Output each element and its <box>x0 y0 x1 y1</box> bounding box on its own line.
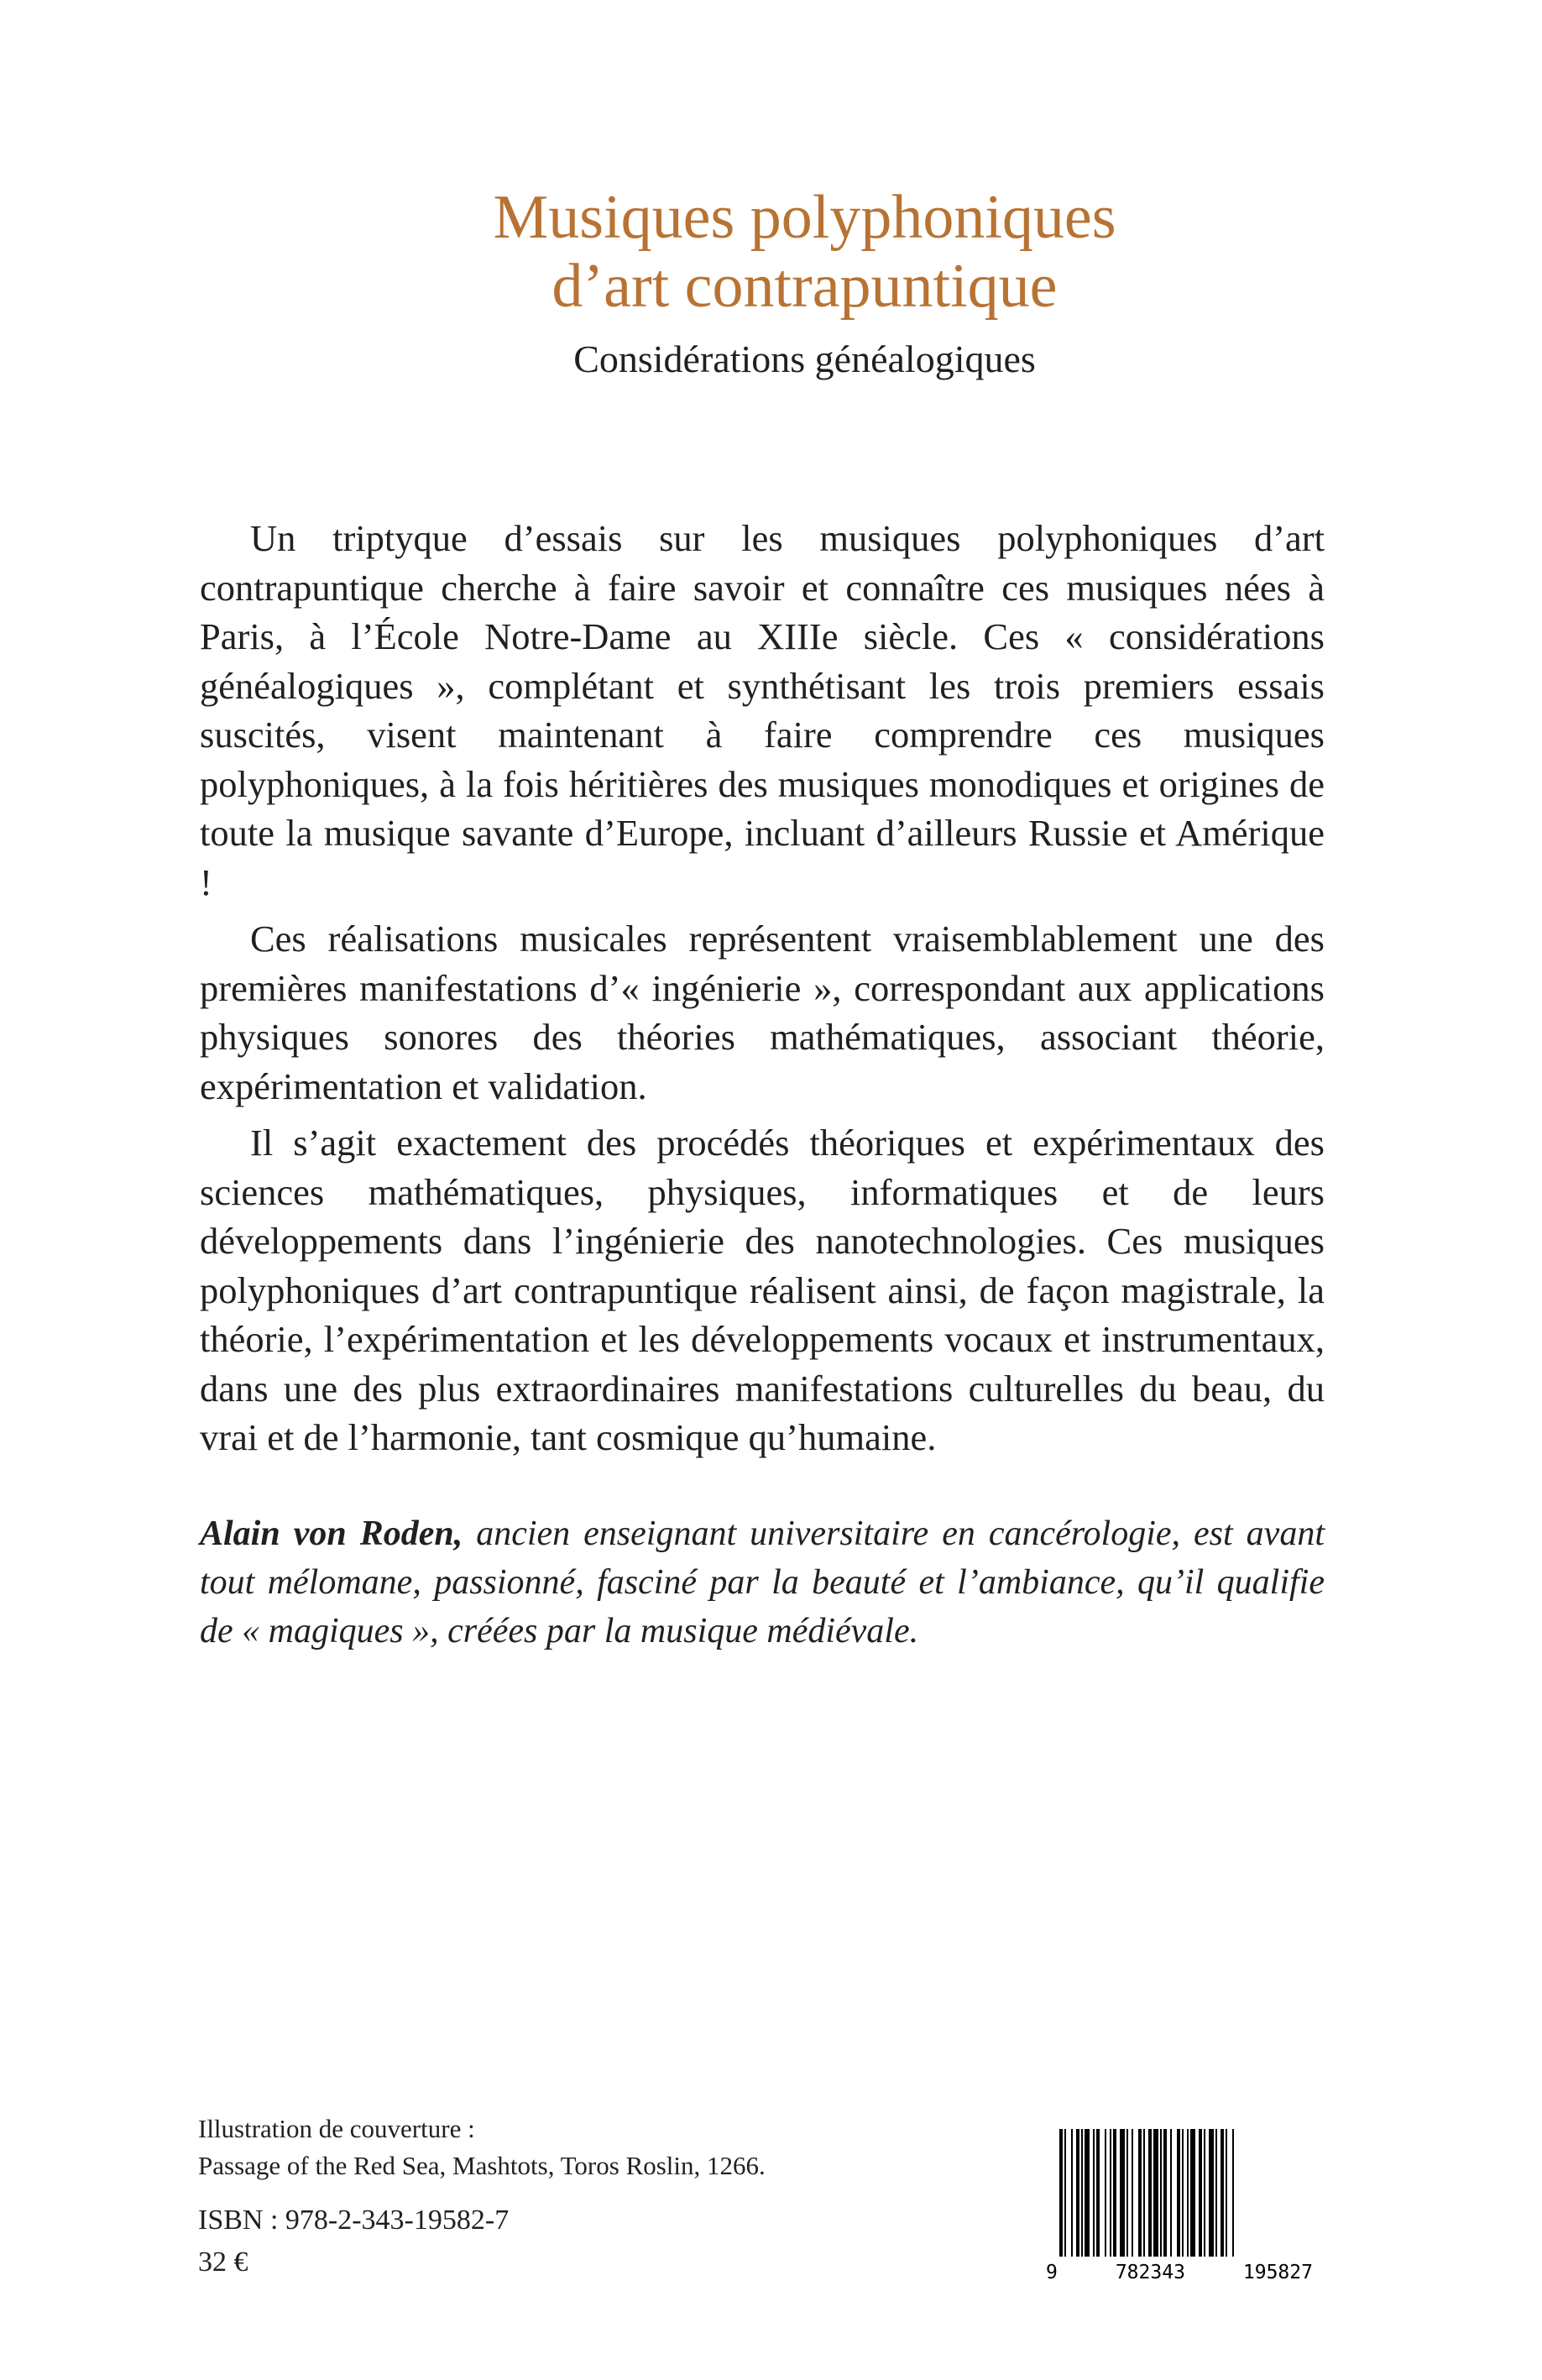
barcode-bar <box>1163 2129 1167 2257</box>
isbn: ISBN : 978-2-343-19582-7 <box>198 2205 510 2236</box>
barcode-bar <box>1215 2129 1217 2257</box>
blurb-paragraph: Il s’agit exactement des procédés théoriques et expérimentaux des sciences mathématiques, physiques, informatiques et de leurs développements dans l’ingénierie des nanotechnologies. Ces musiques polyphoniques d’art contrapuntique réalisent ainsi, de façon magistrale, la théorie, l’expérimentation et les développements vocaux et instrumentaux, dans une des plus extraordinaires manifestations culturelles du beau, du vrai et de l’harmonie, tant cosmique qu’humaine. <box>200 1122 1325 1458</box>
price: 32 € <box>198 2247 248 2278</box>
credits-text: Passage of the Red Sea, Mashtots, Toros Roslin, 1266. <box>198 2151 766 2180</box>
barcode-bar <box>1153 2129 1158 2257</box>
isbn-block <box>198 2200 509 2283</box>
barcode-bar <box>1221 2129 1224 2257</box>
barcode-bar <box>1113 2129 1116 2257</box>
barcode-bar <box>1148 2129 1152 2257</box>
blurb-paragraph: Un triptyque d’essais sur les musiques polyphoniques d’art contrapuntique cherche à faire savoir et connaître ces musiques nées à Paris, à l’École Notre-Dame au XIIIe siècle. Ces « considérations généalogiques », complétant et synthétisant les trois premiers essais suscités, visent maintenant à faire comprendre ces musiques polyphoniques, à la fois héritières des musiques monodiques et origines de toute la musique savante d’Europe, incluant d’ailleurs Russie et Amérique ! <box>200 517 1325 903</box>
barcode-bar <box>1138 2129 1142 2257</box>
barcode-bar <box>1182 2129 1184 2257</box>
barcode-digits <box>1046 2262 1313 2283</box>
blurb <box>200 514 1325 1470</box>
barcode-bar <box>1059 2129 1063 2257</box>
book-title-line-2: d’art contrapuntique <box>551 252 1058 321</box>
book-subtitle: Considérations généalogiques <box>573 337 1036 380</box>
barcode-bar <box>1064 2129 1066 2257</box>
blurb-paragraph: Ces réalisations musicales représentent vraisemblablement une des premières manifestations d’« ingénierie », correspondant aux applications physiques sonores des théories mathématiques, associant théorie, expérimentation et validation. <box>200 918 1325 1107</box>
barcode-bar <box>1120 2129 1125 2257</box>
barcode-bar <box>1093 2129 1095 2257</box>
barcode-bar <box>1096 2129 1100 2257</box>
barcode-bar <box>1204 2129 1205 2257</box>
barcode-bar <box>1187 2129 1189 2257</box>
barcode-digit-group: 782343 <box>1115 2262 1185 2283</box>
barcode-bar <box>1170 2129 1172 2257</box>
author-bio <box>200 1509 1325 1656</box>
barcode-bar <box>1110 2129 1111 2257</box>
barcode-digit-group: 9 <box>1046 2262 1058 2283</box>
barcode-bar <box>1209 2129 1214 2257</box>
barcode-bar <box>1085 2129 1090 2257</box>
credits-label: Illustration de couverture : <box>198 2114 475 2143</box>
barcode-bar <box>1199 2129 1202 2257</box>
barcode-bar <box>1126 2129 1128 2257</box>
barcode-bar <box>1071 2129 1073 2257</box>
author-name: Alain von Roden, <box>200 1514 463 1553</box>
barcode-bar <box>1081 2129 1083 2257</box>
barcode-bar <box>1190 2129 1195 2257</box>
barcode-bar <box>1232 2129 1234 2257</box>
barcode-bar <box>1132 2129 1133 2257</box>
barcode-bar <box>1160 2129 1162 2257</box>
title-block <box>0 183 1542 384</box>
barcode-bar <box>1105 2129 1106 2257</box>
author-bio-text: ancien enseignant universitaire en cancérologie, est avant tout mélomane, passionné, fasciné par la beauté et l’ambiance, qu’il qualifie de « magiques », créées par la musique médiévale. <box>200 1514 1325 1650</box>
barcode <box>1059 2129 1308 2257</box>
book-title-line-1: Musiques polyphoniques <box>493 183 1116 252</box>
barcode-bar <box>1226 2129 1227 2257</box>
barcode-digit-group: 195827 <box>1242 2262 1313 2283</box>
cover-credits <box>198 2111 766 2184</box>
barcode-bar <box>1076 2129 1079 2257</box>
barcode-bar <box>1143 2129 1145 2257</box>
barcode-bar <box>1177 2129 1180 2257</box>
